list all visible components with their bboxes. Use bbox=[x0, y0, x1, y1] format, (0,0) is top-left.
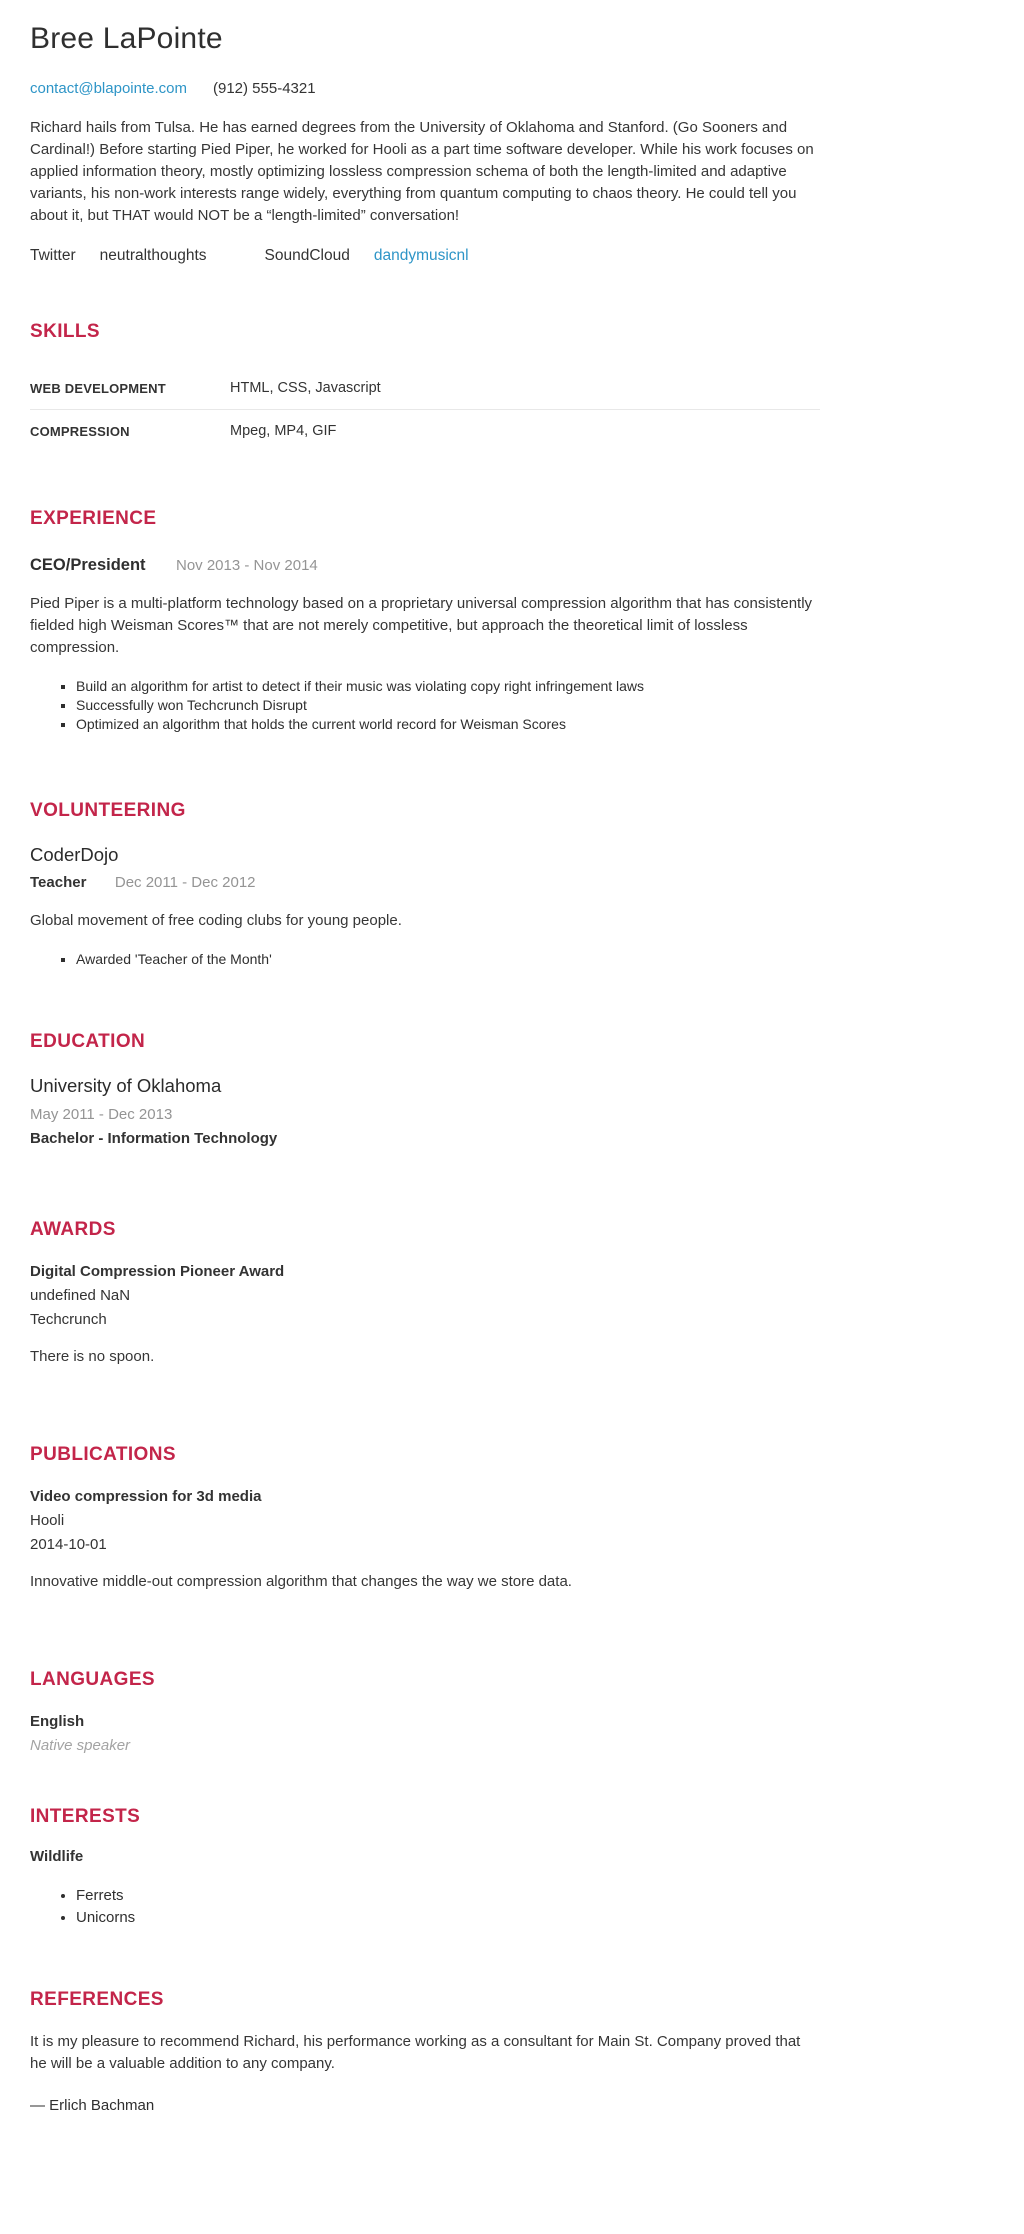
skill-keywords: Mpeg, MP4, GIF bbox=[230, 423, 337, 439]
language-name: English bbox=[30, 1713, 85, 1730]
education-institution: University of Oklahoma bbox=[30, 1075, 222, 1096]
volunteer-highlight: ▪ Awarded 'Teacher of the Month' bbox=[76, 950, 820, 969]
volunteer-summary: Global movement of free coding clubs for young people. bbox=[30, 912, 402, 929]
education-dates: May 2011 - Dec 2013 bbox=[30, 1106, 173, 1123]
phone-number: (912) 555-4321 bbox=[212, 80, 316, 97]
reference-name: — Erlich Bachman bbox=[30, 2097, 155, 2114]
section-interests bbox=[30, 1806, 820, 1929]
interest-keyword: • Unicorns bbox=[76, 1907, 820, 1929]
volunteer-role: Teacher bbox=[30, 874, 87, 891]
skill-row bbox=[30, 367, 820, 410]
education-degree: Bachelor - Information Technology bbox=[30, 1130, 278, 1147]
interest-name: Wildlife bbox=[30, 1848, 84, 1865]
section-title-awards: AWARDS bbox=[30, 1219, 116, 1240]
section-title-references: REFERENCES bbox=[30, 1989, 164, 2010]
skills-table bbox=[30, 367, 820, 452]
profile-username-soundcloud-link[interactable]: dandymusicnl bbox=[373, 247, 469, 264]
award-title: Digital Compression Pioneer Award bbox=[30, 1263, 285, 1280]
volunteer-highlights-list bbox=[30, 950, 820, 969]
section-experience bbox=[30, 508, 820, 734]
section-title-skills: SKILLS bbox=[30, 321, 100, 342]
language-fluency: Native speaker bbox=[30, 1737, 131, 1754]
publication-publisher: Hooli bbox=[30, 1512, 65, 1529]
candidate-name: Bree LaPointe bbox=[30, 22, 223, 55]
email-link[interactable]: contact@blapointe.com bbox=[30, 80, 187, 97]
interest-keyword: • Ferrets bbox=[76, 1885, 820, 1907]
job-highlight: ▪ Build an algorithm for artist to detect if their music was violating copy right infringement laws bbox=[76, 677, 820, 696]
section-title-experience: EXPERIENCE bbox=[30, 508, 157, 529]
interest-keywords-list bbox=[30, 1885, 820, 1929]
profile-summary: Richard hails from Tulsa. He has earned degrees from the University of Oklahoma and Stanford. (Go Sooners and Cardinal!) Before starting Pied Piper, he worked for Hooli as a part time software developer. While his work focuses on applied information theory, mostly optimizing lossless compression schema of both the length-limited and adaptive variants, his non-work interests range widely, everything from quantum computing to chaos theory. He could tell you about it, but THAT would NOT be a “length-limited” conversation! bbox=[30, 119, 814, 224]
section-title-education: EDUCATION bbox=[30, 1031, 146, 1052]
volunteer-role-line bbox=[30, 874, 820, 892]
skill-name: COMPRESSION bbox=[30, 423, 130, 439]
job-highlights-list bbox=[30, 677, 820, 734]
profile-network-soundcloud: SoundCloud bbox=[264, 247, 350, 264]
section-title-languages: LANGUAGES bbox=[30, 1669, 155, 1690]
skill-keywords: HTML, CSS, Javascript bbox=[230, 380, 381, 396]
volunteer-dates: Dec 2011 - Dec 2012 bbox=[114, 874, 256, 891]
job-highlight: ▪ Optimized an algorithm that holds the current world record for Weisman Scores bbox=[76, 715, 820, 734]
publication-date: 2014-10-01 bbox=[30, 1536, 107, 1553]
section-education bbox=[30, 1031, 820, 1147]
section-title-volunteering: VOLUNTEERING bbox=[30, 800, 186, 821]
skill-row bbox=[30, 410, 820, 453]
social-profiles-row bbox=[30, 247, 820, 265]
contact-row bbox=[30, 80, 820, 97]
section-references bbox=[30, 1989, 820, 2114]
section-awards bbox=[30, 1219, 820, 1368]
section-languages bbox=[30, 1669, 820, 1754]
volunteer-organization: CoderDojo bbox=[30, 844, 119, 865]
section-title-interests: INTERESTS bbox=[30, 1806, 141, 1827]
profile-username-twitter: neutralthoughts bbox=[99, 247, 207, 264]
publication-title: Video compression for 3d media bbox=[30, 1488, 262, 1505]
section-publications bbox=[30, 1444, 820, 1593]
skill-name: WEB DEVELOPMENT bbox=[30, 380, 166, 396]
job-title: CEO/President bbox=[30, 556, 146, 574]
section-title-publications: PUBLICATIONS bbox=[30, 1444, 176, 1465]
profile-network-twitter: Twitter bbox=[30, 247, 76, 264]
reference-quote: It is my pleasure to recommend Richard, his performance working as a consultant for Main St. Company proved that he will be a valuable addition to any company. bbox=[30, 2033, 801, 2072]
job-dates: Nov 2013 - Nov 2014 bbox=[176, 557, 318, 574]
section-skills bbox=[30, 321, 820, 452]
award-date: undefined NaN bbox=[30, 1287, 131, 1304]
section-volunteering bbox=[30, 800, 820, 969]
job-summary: Pied Piper is a multi-platform technology based on a proprietary universal compression algorithm that has consistently fielded high Weisman Scores™ that are not merely competitive, but approach the theoretical limit of lossless compression. bbox=[30, 595, 813, 656]
job-header bbox=[30, 556, 820, 575]
award-summary: There is no spoon. bbox=[30, 1348, 155, 1365]
job-highlight: ▪ Successfully won Techcrunch Disrupt bbox=[76, 696, 820, 715]
publication-summary: Innovative middle-out compression algorithm that changes the way we store data. bbox=[30, 1573, 572, 1590]
award-awarder: Techcrunch bbox=[30, 1311, 107, 1328]
